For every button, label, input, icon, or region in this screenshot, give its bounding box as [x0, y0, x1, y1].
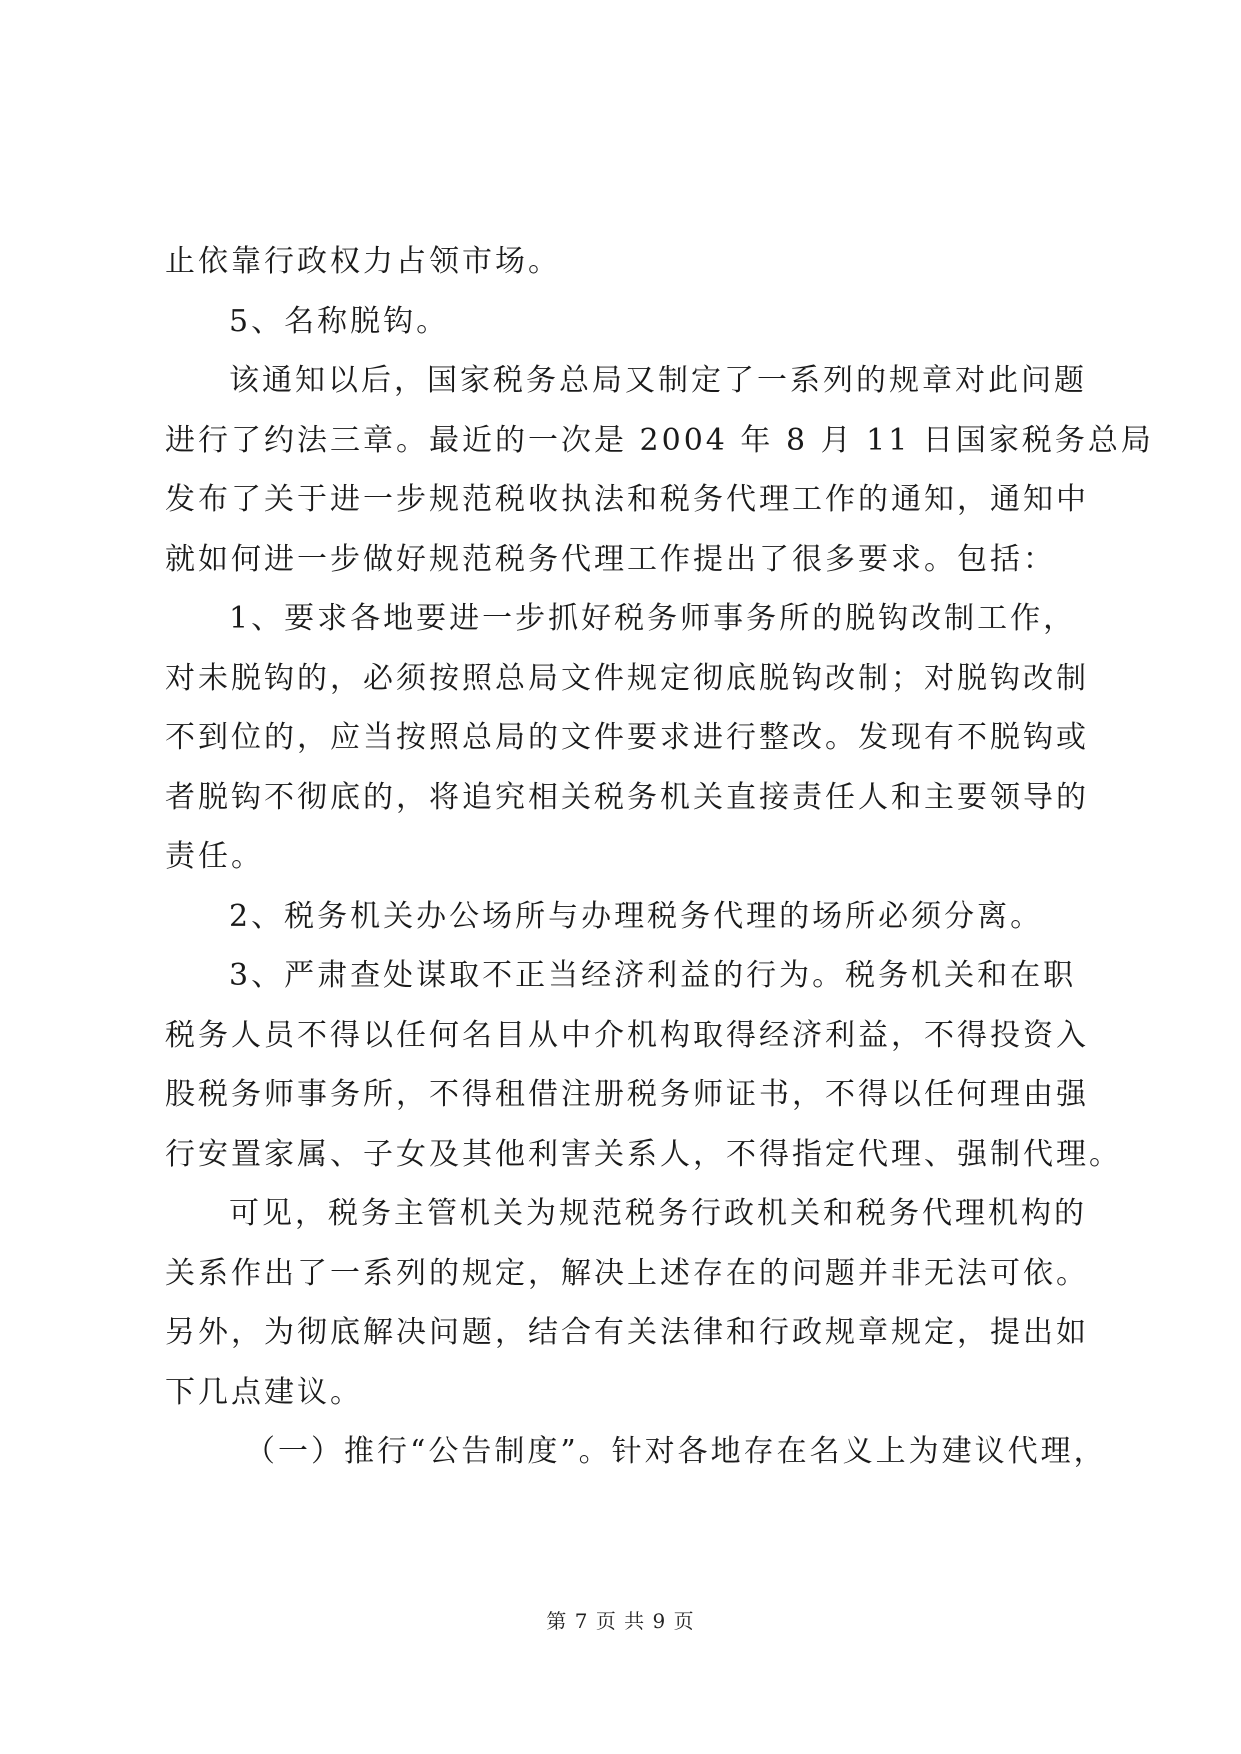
text-line: 股税务师事务所，不得租借注册税务师证书，不得以任何理由强 [165, 1077, 1089, 1112]
text-line: 止依靠行政权力占领市场。 [165, 244, 561, 279]
text-line: 责任。 [165, 839, 264, 874]
text-line: 不到位的，应当按照总局的文件要求进行整改。发现有不脱钩或 [165, 720, 1089, 755]
text-line: 进行了约法三章。最近的一次是 2004 年 8 月 11 日国家税务总局 [165, 422, 1154, 458]
text-line: 3、严肃查处谋取不正当经济利益的行为。税务机关和在职 [229, 958, 1077, 993]
text-line: 下几点建议。 [165, 1374, 363, 1410]
text-line: 2、税务机关办公场所与办理税务代理的场所必须分离。 [229, 898, 1044, 934]
text-line: 1、要求各地要进一步抓好税务师事务所的脱钩改制工作， [229, 601, 1077, 636]
text-line: 另外，为彻底解决问题，结合有关法律和行政规章规定，提出如 [165, 1315, 1089, 1350]
text-line: 关系作出了一系列的规定，解决上述存在的问题并非无法可依。 [165, 1255, 1089, 1291]
text-line: 发布了关于进一步规范税收执法和税务代理工作的通知，通知中 [165, 482, 1089, 517]
text-line: 该通知以后，国家税务总局又制定了一系列的规章对此问题 [229, 363, 1087, 398]
document-body [165, 232, 1154, 1482]
page-footer: 第 7 页 共 9 页 [546, 1609, 695, 1633]
text-line: 者脱钩不彻底的，将追究相关税务机关直接责任人和主要领导的 [165, 779, 1089, 815]
text-line: 5、名称脱钩。 [229, 303, 450, 339]
text-line: 就如何进一步做好规范税务代理工作提出了很多要求。包括： [165, 541, 1056, 577]
text-line: 可见，税务主管机关为规范税务行政机关和税务代理机构的 [229, 1196, 1087, 1231]
text-line: 行安置家属、子女及其他利害关系人，不得指定代理、强制代理。 [165, 1136, 1122, 1172]
text-line: 税务人员不得以任何名目从中介机构取得经济利益，不得投资入 [165, 1017, 1089, 1053]
text-line: （一）推行“公告制度”。针对各地存在名义上为建议代理， [245, 1434, 1107, 1469]
text-line: 对未脱钩的，必须按照总局文件规定彻底脱钩改制；对脱钩改制 [165, 660, 1089, 696]
